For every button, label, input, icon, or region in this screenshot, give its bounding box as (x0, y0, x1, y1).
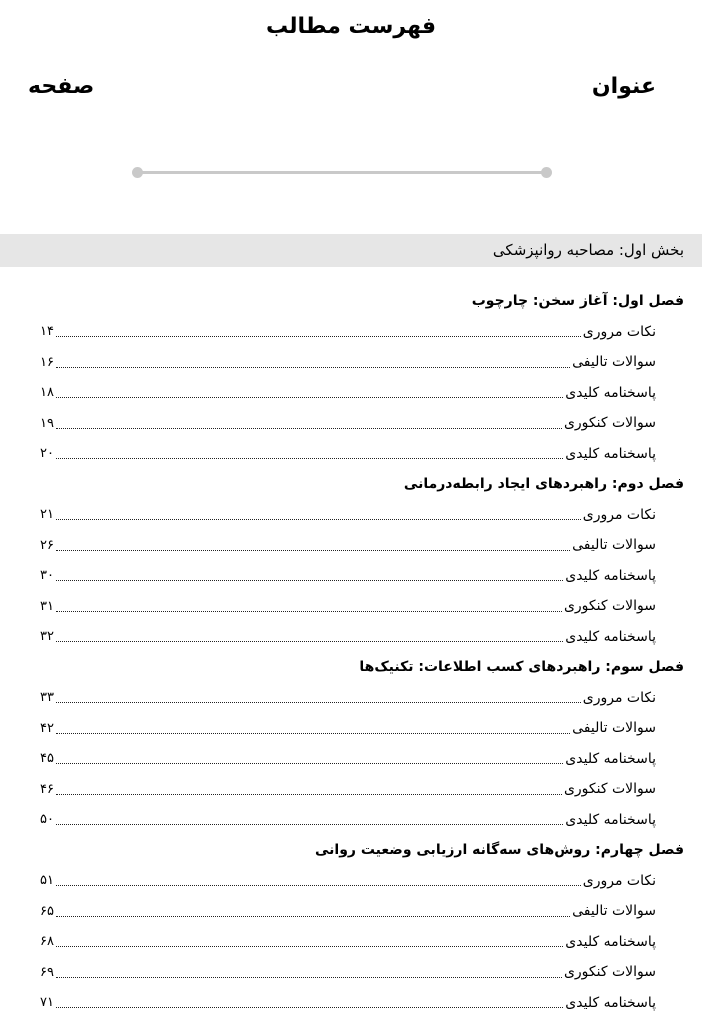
divider-dot-right (541, 167, 552, 178)
toc-entry-label: سوالات کنکوری (563, 964, 656, 981)
toc-entry-page-number: ۱۹ (40, 415, 54, 431)
toc-entry-label: سوالات کنکوری (563, 781, 656, 798)
toc-entry-page-number: ۲۶ (40, 537, 54, 553)
dot-leader (56, 733, 570, 734)
toc-entry-line (40, 347, 656, 378)
toc-entry-label: پاسخنامه کلیدی (565, 384, 656, 401)
toc-entry[interactable] (0, 927, 702, 958)
toc-entry[interactable] (0, 622, 702, 653)
toc-entry[interactable] (0, 439, 702, 470)
toc-entry-page-number: ۴۶ (40, 781, 54, 797)
toc-entry-label: پاسخنامه کلیدی (565, 933, 656, 950)
toc-entry[interactable] (0, 713, 702, 744)
toc-entry-line (40, 927, 656, 958)
dot-leader (56, 885, 581, 886)
column-heading-title: عنوان (591, 74, 656, 99)
chapter-heading: فصل سوم: راهبردهای کسب اطلاعات: تکنیک‌ها (359, 659, 684, 675)
dot-leader (56, 824, 563, 825)
toc-entry-page-number: ۴۲ (40, 720, 54, 736)
toc-entry[interactable] (0, 896, 702, 927)
toc-entry-page-number: ۳۲ (40, 629, 54, 645)
toc-entry-line (40, 774, 656, 805)
toc-entry-label: پاسخنامه کلیدی (565, 567, 656, 584)
dot-leader (56, 641, 563, 642)
dot-leader (56, 611, 562, 612)
dot-leader (56, 794, 562, 795)
toc-entry[interactable] (0, 683, 702, 714)
toc-entry-line (40, 683, 656, 714)
dot-leader (56, 702, 581, 703)
dot-leader (56, 458, 563, 459)
toc-entry-page-number: ۷۱ (40, 995, 54, 1011)
toc-entry-line (40, 866, 656, 897)
toc-entry-line (40, 317, 656, 348)
toc-entry[interactable] (0, 591, 702, 622)
toc-entry-line (40, 896, 656, 927)
dot-leader (56, 367, 570, 368)
dot-leader (56, 428, 562, 429)
divider-dot-left (132, 167, 143, 178)
dot-leader (56, 550, 570, 551)
page-title: فهرست مطالب (265, 14, 437, 39)
toc-entry-label: نکات مروری (582, 872, 656, 889)
toc-entry-page-number: ۶۸ (40, 934, 54, 950)
dot-leader (56, 946, 563, 947)
part-heading: بخش اول: مصاحبه روانپزشکی (0, 234, 702, 267)
table-of-contents (0, 286, 702, 1018)
toc-entry[interactable] (0, 805, 702, 836)
toc-entry-line (40, 408, 656, 439)
chapter-heading: فصل اول: آغاز سخن: چارچوب (471, 293, 684, 309)
toc-entry-label: سوالات کنکوری (563, 598, 656, 615)
toc-entry-label: پاسخنامه کلیدی (565, 750, 656, 767)
toc-entry-line (40, 500, 656, 531)
dot-leader (56, 519, 581, 520)
toc-entry-label: پاسخنامه کلیدی (565, 994, 656, 1011)
toc-entry-label: پاسخنامه کلیدی (565, 628, 656, 645)
toc-entry[interactable] (0, 774, 702, 805)
toc-entry-label: سوالات تالیفی (572, 354, 656, 371)
toc-entry-line (40, 439, 656, 470)
dot-leader (56, 763, 563, 764)
toc-entry-label: نکات مروری (582, 689, 656, 706)
column-heading-page: صفحه (28, 74, 95, 99)
toc-entry[interactable] (0, 561, 702, 592)
toc-entry-page-number: ۵۰ (40, 812, 54, 828)
toc-entry-page-number: ۵۱ (40, 873, 54, 889)
toc-entry-page-number: ۱۸ (40, 385, 54, 401)
toc-entry-line (40, 988, 656, 1019)
toc-entry-label: نکات مروری (582, 506, 656, 523)
toc-entry[interactable] (0, 317, 702, 348)
dot-leader (56, 916, 570, 917)
toc-entry-page-number: ۱۴ (40, 324, 54, 340)
toc-entry-line (40, 957, 656, 988)
toc-entry[interactable] (0, 530, 702, 561)
toc-entry-page-number: ۲۱ (40, 507, 54, 523)
dot-leader (56, 336, 581, 337)
dot-leader (56, 397, 563, 398)
toc-entry-label: پاسخنامه کلیدی (565, 445, 656, 462)
toc-entry-line (40, 561, 656, 592)
toc-entry[interactable] (0, 500, 702, 531)
toc-entry-label: سوالات کنکوری (563, 415, 656, 432)
toc-entry-page-number: ۱۶ (40, 354, 54, 370)
toc-entry[interactable] (0, 957, 702, 988)
toc-entry-label: سوالات تالیفی (572, 720, 656, 737)
toc-entry-page-number: ۳۱ (40, 598, 54, 614)
toc-entry-page-number: ۳۰ (40, 568, 54, 584)
dot-leader (56, 977, 562, 978)
toc-entry-page-number: ۶۹ (40, 964, 54, 980)
decorative-divider (132, 170, 552, 174)
toc-entry-line (40, 805, 656, 836)
chapter-heading: فصل چهارم: روش‌های سه‌گانه ارزیابی وضعیت روانی (315, 842, 684, 858)
toc-entry-page-number: ۲۰ (40, 446, 54, 462)
toc-entry[interactable] (0, 378, 702, 409)
toc-entry-line (40, 744, 656, 775)
toc-entry-page-number: ۶۵ (40, 903, 54, 919)
toc-entry-line (40, 713, 656, 744)
toc-entry-line (40, 622, 656, 653)
toc-entry-line (40, 530, 656, 561)
toc-entry-label: پاسخنامه کلیدی (565, 811, 656, 828)
dot-leader (56, 580, 563, 581)
toc-entry-line (40, 378, 656, 409)
toc-entry[interactable] (0, 347, 702, 378)
chapter-heading: فصل دوم: راهبردهای ایجاد رابطه‌درمانی (403, 476, 684, 492)
toc-entry-label: سوالات تالیفی (572, 903, 656, 920)
toc-entry[interactable] (0, 866, 702, 897)
toc-entry-page-number: ۴۵ (40, 751, 54, 767)
toc-entry-line (40, 591, 656, 622)
toc-entry-label: نکات مروری (582, 323, 656, 340)
toc-entry-label: سوالات تالیفی (572, 537, 656, 554)
toc-entry[interactable] (0, 744, 702, 775)
toc-entry[interactable] (0, 988, 702, 1019)
toc-entry-page-number: ۳۳ (40, 690, 54, 706)
toc-entry[interactable] (0, 408, 702, 439)
divider-line (138, 171, 546, 174)
dot-leader (56, 1007, 563, 1008)
